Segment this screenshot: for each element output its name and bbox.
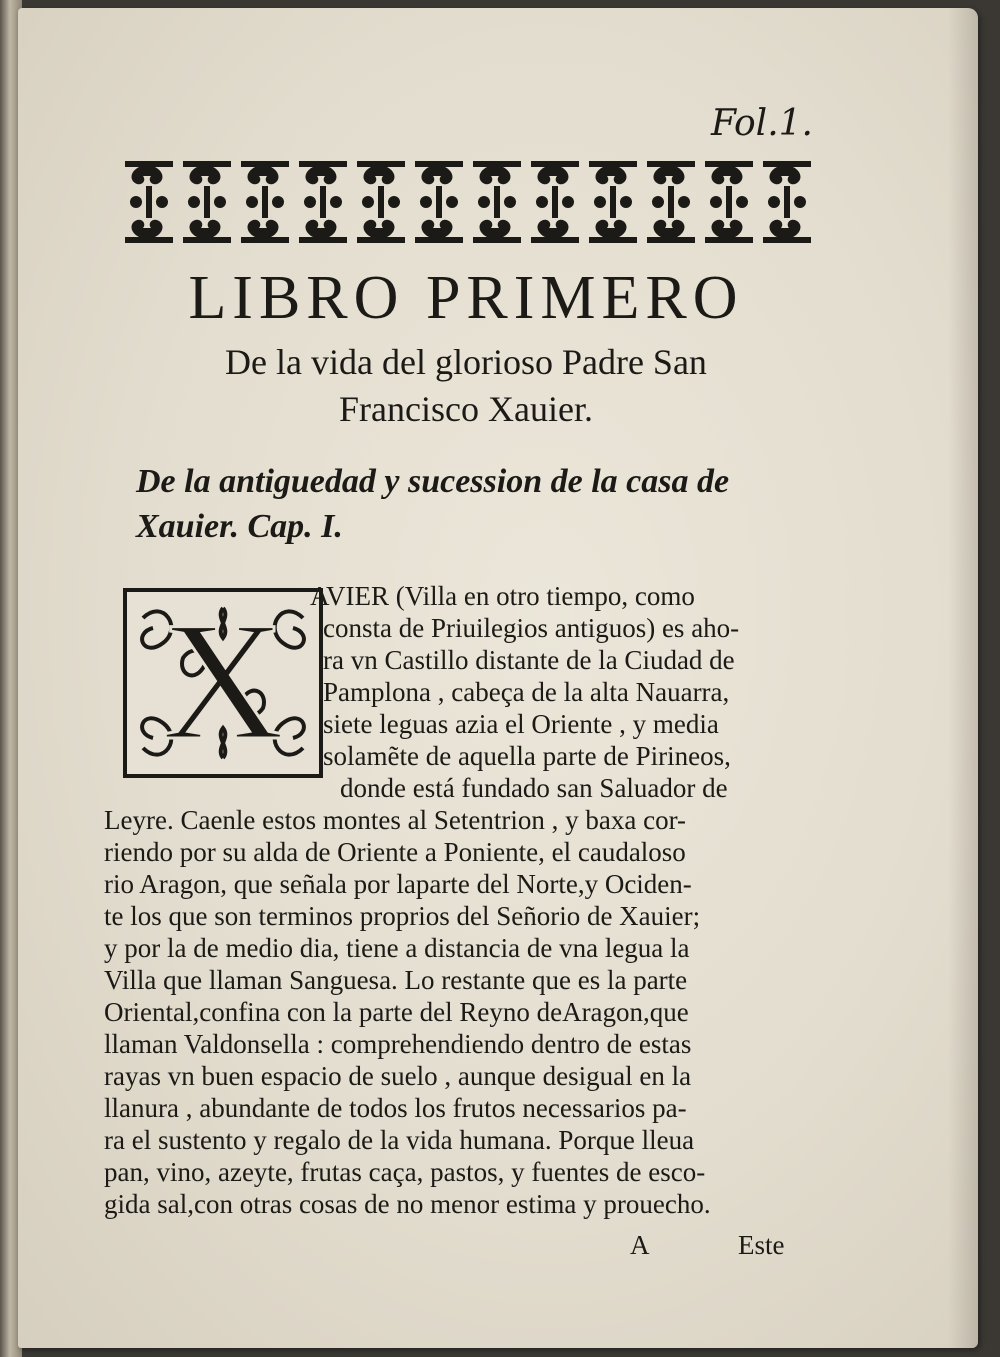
ornamental-drop-cap <box>123 588 323 778</box>
body-line: Pamplona , cabeça de la alta Nauarra, <box>323 677 730 707</box>
body-line: Leyre. Caenle estos montes al Setentrion , y baxa cor- <box>104 805 687 835</box>
body-line: donde está fundado san Saluador de <box>340 773 728 803</box>
body-line: solamẽte de aquella parte de Pirineos, <box>323 741 731 771</box>
body-line: te los que son terminos proprios del Señorio de Xauier; <box>104 901 701 931</box>
subtitle-line-2: Francisco Xauier. <box>339 389 593 429</box>
body-line: riendo por su alda de Oriente a Poniente, el caudaloso <box>104 837 686 867</box>
book-title: LIBRO PRIMERO <box>188 264 744 332</box>
body-line: AVIER (Villa en otro tiempo, como <box>310 581 695 611</box>
body-line: pan, vino, azeyte, frutas caça, pastos, y fuentes de esco- <box>104 1157 706 1187</box>
body-line: rio Aragon, que señala por laparte del Norte,y Ociden- <box>104 869 692 899</box>
drop-cap-letter: X <box>161 588 285 775</box>
subtitle-line-1: De la vida del glorioso Padre San <box>225 342 707 382</box>
body-line: llanura , abundante de todos los frutos necessarios pa- <box>104 1093 687 1123</box>
body-line: ra el sustento y regalo de la vida humana. Porque lleua <box>104 1125 695 1155</box>
chapter-heading-line-1: De la antiguedad y sucession de la casa de <box>136 463 730 500</box>
signature-mark: A <box>630 1230 650 1260</box>
catchword: Este <box>738 1230 785 1260</box>
folio-number: Fol.1. <box>711 103 813 144</box>
body-line: y por la de medio dia, tiene a distancia de vna legua la <box>104 933 690 963</box>
body-line: consta de Priuilegios antiguos) es aho- <box>323 613 740 643</box>
body-line: Villa que llaman Sanguesa. Lo restante que es la parte <box>104 965 688 995</box>
body-line: rayas vn buen espacio de suelo , aunque desigual en la <box>104 1061 692 1091</box>
body-line: llaman Valdonsella : comprehendiendo dentro de estas <box>104 1029 692 1059</box>
body-line: siete leguas azia el Oriente , y media <box>323 709 719 739</box>
body-line: Oriental,confina con la parte del Reyno deAragon,que <box>104 997 689 1027</box>
body-line: ra vn Castillo distante de la Ciudad de <box>323 645 735 675</box>
ornament-band <box>120 156 822 248</box>
body-line: gida sal,con otras cosas de no menor estima y prouecho. <box>104 1189 711 1219</box>
page-edge-shadow <box>948 8 978 1348</box>
book-page <box>18 8 978 1348</box>
chapter-heading-line-2: Xauier. Cap. I. <box>136 508 343 545</box>
